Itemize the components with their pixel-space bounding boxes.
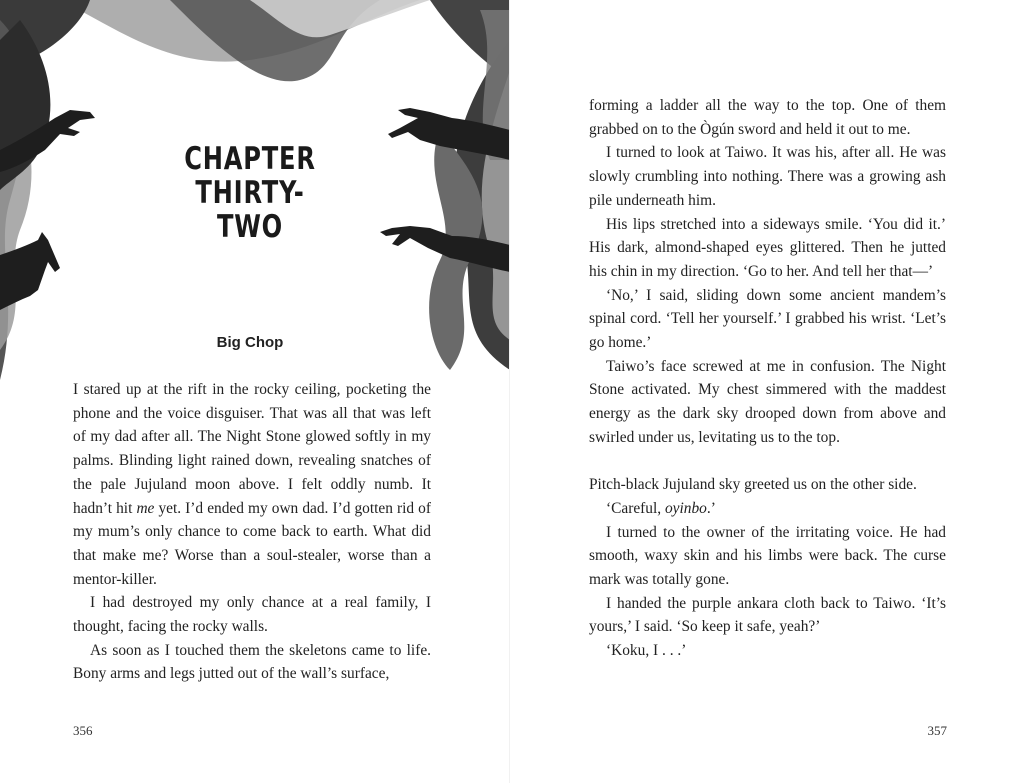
paragraph: His lips stretched into a sideways smile. ‘You did it.’ His dark, almond-shaped eyes glittered. Then he jutted his chin in my direction. ‘Go to her. And tell her that—’ xyxy=(589,215,946,280)
paragraph: I stared up at the rift in the rocky ceiling, pocketing the phone and the voice disguiser. That was all that was left of my dad after all. The Night Stone glowed softly in my palms. Blinding light rained down, revealing snatches of the pale Jujuland moon above. I felt oddly numb. It hadn’t hit me yet. I’d ended my own dad. I’d gotten rid of my mum’s only chance to come back to earth. What did that make me? Worse than a soul-stealer, worse than a mentor-killer. xyxy=(73,381,431,588)
chapter-heading-line2: THIRTY-TWO xyxy=(195,175,305,245)
right-page-body-text xyxy=(589,94,946,663)
paragraph: I handed the purple ankara cloth back to Taiwo. ‘It’s yours,’ I said. ‘So keep it safe, yeah?’ xyxy=(589,594,946,636)
emphasis-text: oyinbo xyxy=(664,499,707,517)
page-number: 356 xyxy=(73,723,93,738)
emphasis-text: me xyxy=(136,499,155,517)
page-number: 357 xyxy=(927,723,947,738)
right-page xyxy=(510,0,1020,783)
paragraph: I had destroyed my only chance at a real family, I thought, facing the rocky walls. xyxy=(73,594,431,636)
paragraph: Pitch-black Jujuland sky greeted us on the other side. xyxy=(589,476,917,494)
chapter-subtitle: Big Chop xyxy=(216,334,284,351)
paragraph: I turned to look at Taiwo. It was his, after all. He was slowly crumbling into nothing. There was a growing ash pile underneath him. xyxy=(589,144,946,209)
paragraph: ‘Careful, oyinbo.’ xyxy=(606,499,716,517)
paragraph: ‘No,’ I said, sliding down some ancient mandem’s spinal cord. ‘Tell her yourself.’ I grabbed his wrist. ‘Let’s go home.’ xyxy=(589,286,946,352)
paragraph: Taiwo’s face screwed at me in confusion. The Night Stone activated. My chest simmered with the maddest energy as the dark sky drooped down from above and swirled under us, levitating us to the top. xyxy=(589,357,946,446)
paragraph: As soon as I touched them the skeletons came to life. Bony arms and legs jutted out of the wall’s surface, xyxy=(73,641,431,683)
paragraph: forming a ladder all the way to the top. One of them grabbed on to the Ògún sword and held it out to me. xyxy=(589,97,946,138)
left-page-body-text xyxy=(73,378,431,686)
chapter-heading xyxy=(172,142,328,244)
chapter-heading-line1: CHAPTER xyxy=(184,141,316,177)
paragraph: I turned to the owner of the irritating voice. He had smooth, waxy skin and his limbs were back. The curse mark was totally gone. xyxy=(589,523,946,589)
paragraph: ‘Koku, I . . .’ xyxy=(606,642,687,660)
